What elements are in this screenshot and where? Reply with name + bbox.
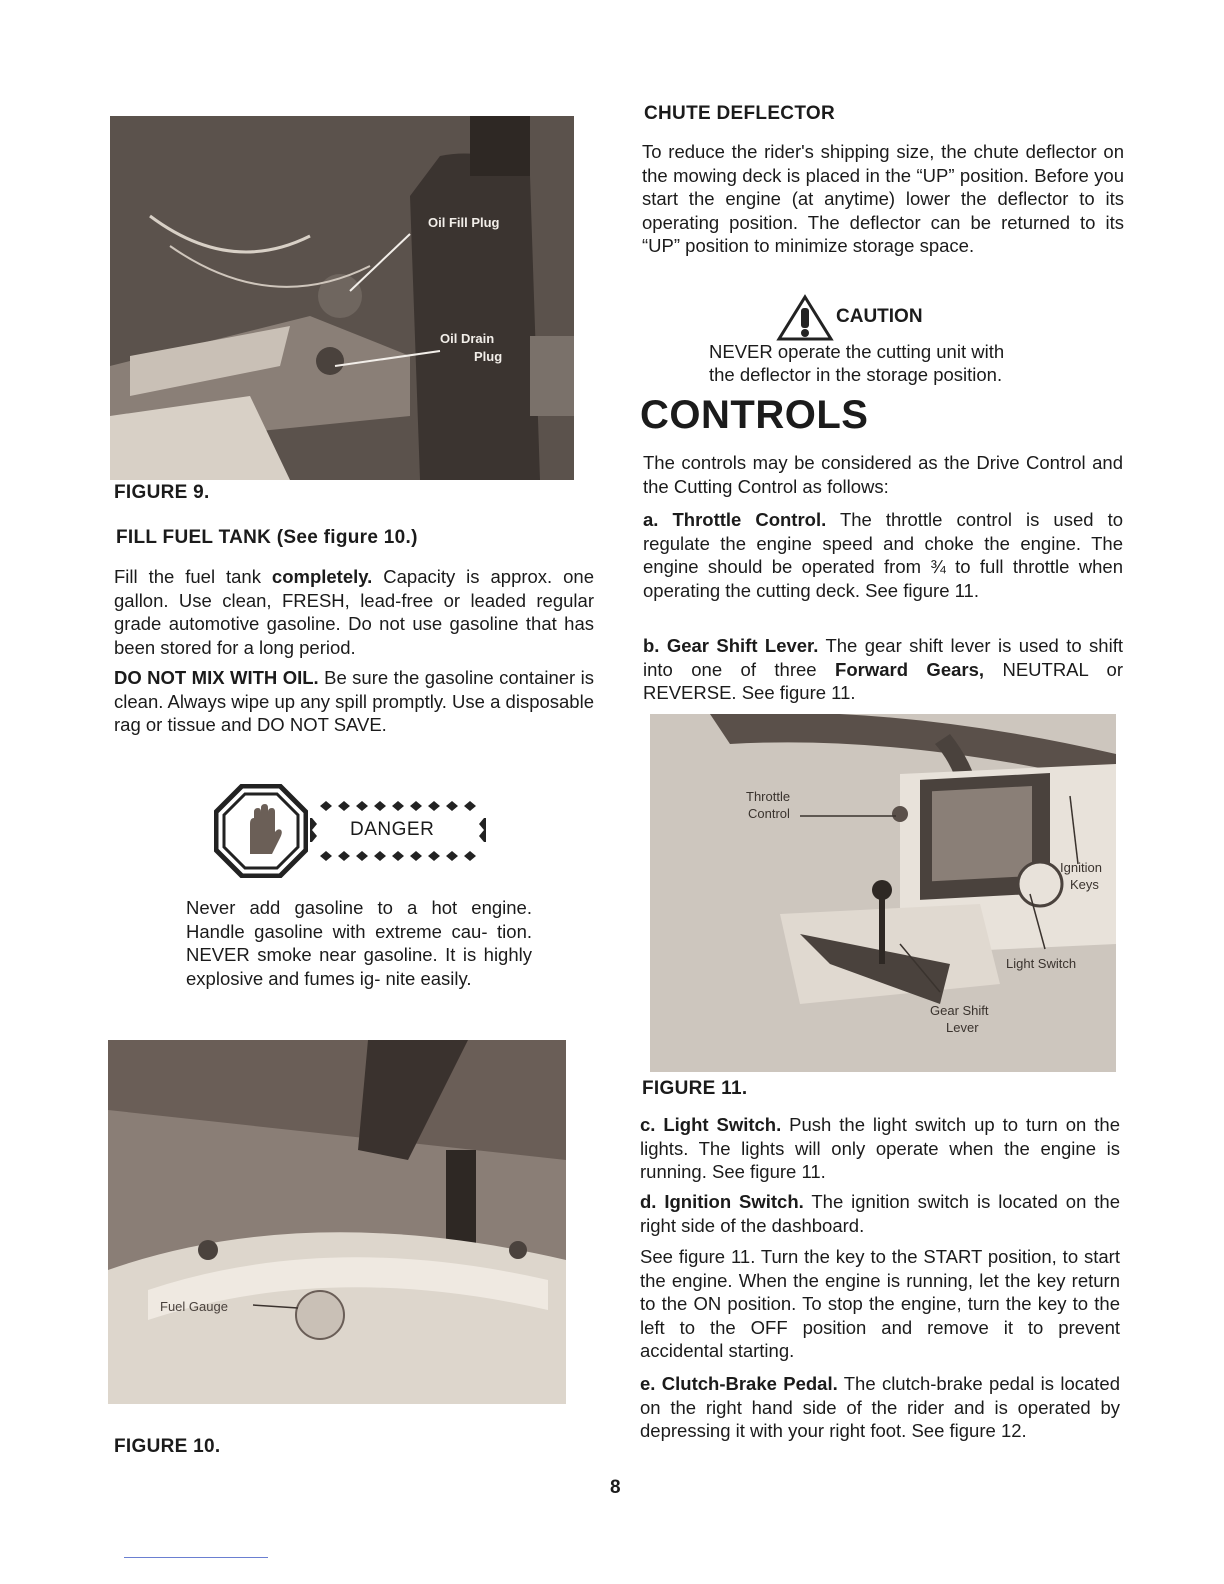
figure-9-caption: FIGURE 9. [114,482,210,503]
fill-fuel-p2-a: DO NOT MIX WITH OIL. [114,667,319,688]
fill-fuel-paragraph-1 [114,565,594,659]
light-switch-item-text: Push the light switch up to turn on the lights. The lights will only operate when the engine is running. See figure 11. [640,1114,1120,1182]
caution-text-line-2: the deflector in the storage position. [709,364,1003,385]
dashboard-illustration [650,714,1116,1072]
chute-deflector-text: To reduce the rider's shipping size, the chute deflector on the mowing deck is placed in the “UP” position. Before you start the engine (at anytime) lower the deflector to its operating position. The deflector can be returned to its “UP” position to minimize storage space. [642,141,1124,256]
figure-11-caption: FIGURE 11. [642,1078,748,1099]
oil-drain-label-1: Oil Drain [440,331,495,346]
chute-deflector-heading: CHUTE DEFLECTOR [644,103,835,124]
ignition-switch-instructions: See figure 11. Turn the key to the START position, to start the engine. When the engine is running, let the key return to the ON position. To stop the engine, turn the key to the left to the OFF position and remove it to prevent accidental starting. [640,1246,1120,1361]
ignition-label-2: Keys [1070,877,1099,892]
gear-shift-label-2: Lever [946,1020,979,1035]
footer-rule [124,1557,268,1558]
throttle-control-text: The throttle control is used to regulate the engine speed and choke the engine. The engine should be operated from ¾ to full throttle when operating the cutting deck. See figure 11. [643,509,1124,601]
engine-illustration [110,116,574,480]
fill-fuel-paragraph-2 [114,666,594,737]
figure-10-photo [108,1040,566,1404]
controls-heading: CONTROLS [640,393,869,437]
light-switch-item-label: c. Light Switch. [640,1114,782,1135]
caution-label: CAUTION [836,306,923,327]
throttle-control-item [643,508,1123,602]
oil-drain-label-2: Plug [474,349,503,364]
gear-shift-item [643,634,1123,705]
fuel-gauge-label: Fuel Gauge [160,1299,228,1314]
gear-shift-label: b. Gear Shift Lever. [643,635,819,656]
fill-fuel-p2-b: Be sure the gasoline container is clean. Always wipe up any spill promptly. Use a disposable rag or tissue and DO NOT SAVE. [114,667,594,735]
fuel-tank-illustration [108,1040,566,1404]
ignition-switch-item-text: The ignition switch is located on the right side of the dashboard. [640,1191,1121,1236]
fill-fuel-heading-ref: (See figure 10.) [276,527,418,548]
fill-fuel-p1-b: completely. [271,566,373,587]
gear-shift-text-2: NEUTRAL or REVERSE. See figure 11. [643,658,1123,703]
fill-fuel-heading-text: FILL FUEL TANK [116,527,272,548]
ignition-switch-item [640,1190,1120,1237]
controls-intro: The controls may be considered as the Drive Control and the Cutting Control as follows: [643,452,1123,497]
fill-fuel-p1-a: Fill the fuel tank [114,566,272,587]
figure-9-photo [110,116,574,480]
figure-10-caption: FIGURE 10. [114,1436,221,1457]
danger-label: DANGER [350,819,435,840]
gear-shift-label-1: Gear Shift [930,1003,989,1018]
clutch-brake-item-label: e. Clutch-Brake Pedal. [640,1373,838,1394]
clutch-brake-item [640,1372,1120,1443]
caution-text-line-1: NEVER operate the cutting unit with [709,341,1005,362]
fill-fuel-heading [116,527,418,549]
caution-warning-icon [776,294,834,342]
ignition-switch-item-label: d. Ignition Switch. [640,1191,804,1212]
fill-fuel-p1-c: Capacity is approx. one gallon. Use clean, FRESH, lead-free or leaded regular grade automotive gasoline. Do not use gasoline that has been stored for a long period. [114,566,594,658]
oil-fill-plug-label: Oil Fill Plug [428,215,500,230]
danger-stop-hand-icon [214,784,308,878]
ignition-label-1: Ignition [1060,860,1102,875]
figure-11-photo [650,714,1116,1072]
throttle-control-label: a. Throttle Control. [643,509,827,530]
page-number: 8 [610,1477,621,1498]
light-switch-label: Light Switch [1006,956,1077,971]
throttle-label-2: Control [748,806,790,821]
danger-text: Never add gasoline to a hot engine. Handle gasoline with extreme cau- tion. NEVER smoke near gasoline. It is highly explosive and fumes ig- nite easily. [186,897,532,989]
light-switch-item [640,1113,1120,1184]
throttle-label-1: Throttle [746,789,791,804]
clutch-brake-item-text: The clutch-brake pedal is located on the right hand side of the rider and is operated by depressing it with your right foot. See figure 12. [640,1373,1120,1441]
gear-shift-text-1: The gear shift lever is used to shift into one of three [643,635,1123,680]
gear-shift-bold: Forward Gears, [835,658,985,680]
